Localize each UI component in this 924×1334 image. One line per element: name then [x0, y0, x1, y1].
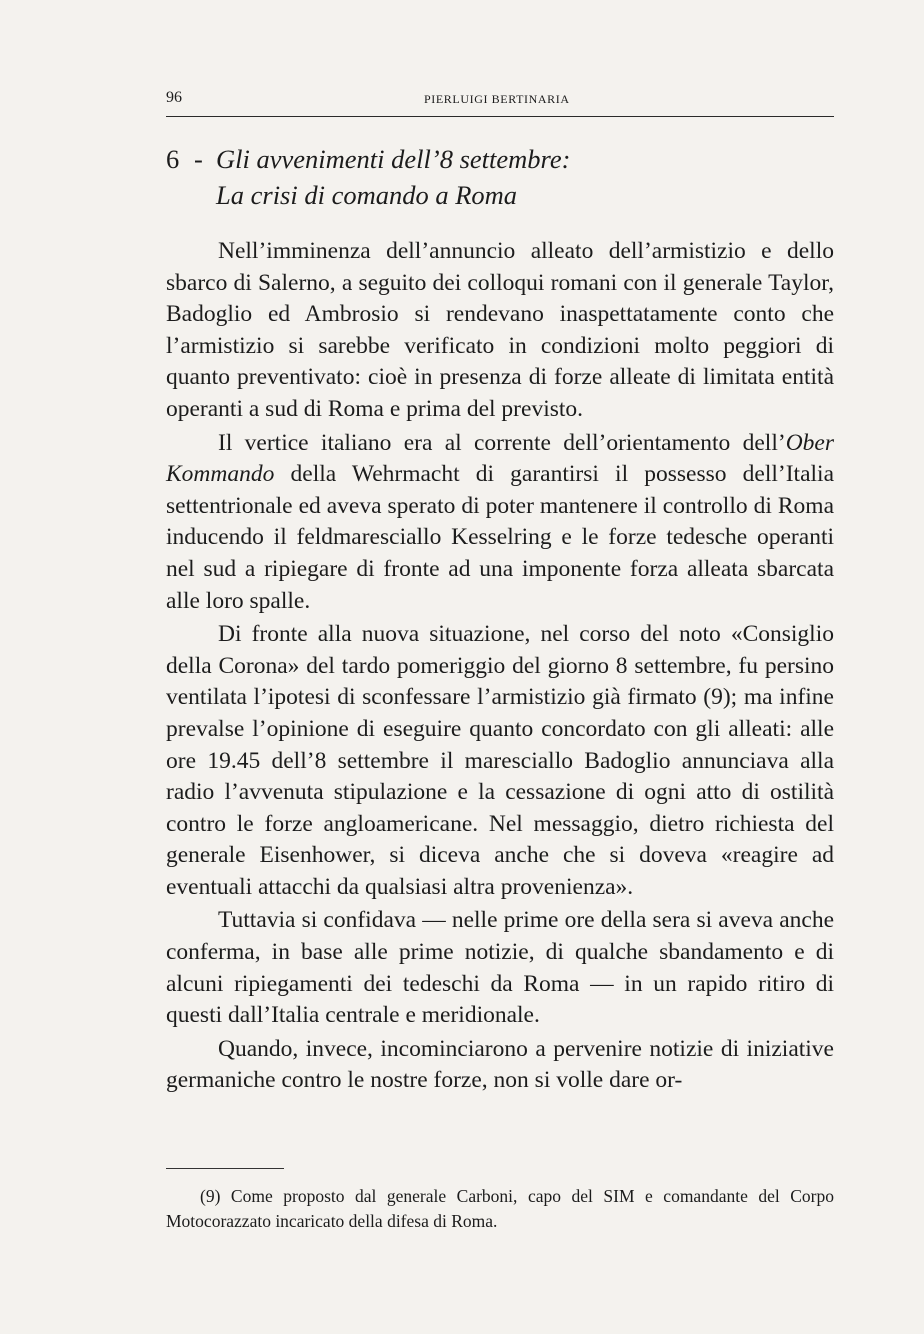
section-title	[166, 141, 834, 213]
running-head: PIERLUIGI BERTINARIA	[424, 92, 570, 106]
paragraph-5: Quando, invece, incominciarono a pervenire notizie di iniziative germaniche contro le nostre forze, non si volle dare or-	[166, 1035, 834, 1094]
section-title-text-1: Gli avvenimenti dell’8 settembre:	[216, 144, 571, 174]
footnote-marker: (9)	[200, 1186, 221, 1206]
section-title-line-1	[166, 141, 834, 177]
footnote-text: Come proposto dal generale Carboni, capo del SIM e comandante del Corpo Motocorazzato incaricato della difesa di Roma.	[166, 1186, 834, 1231]
footnote	[166, 1184, 834, 1233]
body-text	[166, 236, 834, 1099]
footnote-divider	[166, 1168, 284, 1169]
paragraph-2-italic-term: Ober Kommando	[166, 429, 834, 488]
paragraph-1: Nell’imminenza dell’annuncio alleato dell’armistizio e dello sbarco di Salerno, a seguito dei colloqui romani con il generale Taylor, Badoglio ed Ambrosio si rendevano inaspettatamente conto che l’armistizio si sarebbe verificato in condizioni molto peggiori di quanto preventivato: cioè in presenza di forze alleate di limitata entità operanti a sud di Roma e prima del previsto.	[166, 238, 834, 422]
section-title-line-2: La crisi di comando a Roma	[216, 180, 518, 210]
paragraph-2	[166, 428, 834, 618]
section-number: 6	[166, 144, 180, 174]
paragraph-3: Di fronte alla nuova situazione, nel corso del noto «Consiglio della Corona» del tardo pomeriggio del giorno 8 settembre, fu persino ventilata l’ipotesi di sconfessare l’armistizio già firmato (9); ma infine prevalse l’opinione di eseguire quanto concordato con gli alleati: alle ore 19.45 dell’8 settembre il maresciallo Badoglio annunciava alla radio l’avvenuta stipulazione e la cessazione di ogni atto di ostilità contro le forze angloamericane. Nel messaggio, dietro richiesta del generale Eisenhower, si diceva anche che si doveva «reagire ad eventuali attacchi da qualsiasi altra provenienza».	[166, 621, 834, 900]
paragraph-2-lead: Il vertice italiano era al corrente dell’orientamento dell’	[218, 429, 786, 456]
paragraph-4: Tuttavia si confidava — nelle prime ore della sera si aveva anche conferma, in base alle prime notizie, di qualche sbandamento e di alcuni ripiegamenti dei tedeschi da Roma — in un rapido ritiro di questi dall’Italia centrale e meridionale.	[166, 907, 834, 1029]
page-number: 96	[166, 89, 182, 106]
paragraph-2-rest: della Wehrmacht di garantirsi il possesso dell’Italia settentrionale ed aveva sperato di poter mantenere il controllo di Roma inducendo il feldmaresciallo Kesselring e le forze tedesche operanti nel sud a ripiegare di fronte ad una imponente forza alleata sbarcata alle loro spalle.	[166, 461, 834, 614]
section-separator: -	[194, 144, 203, 174]
page-header	[166, 86, 834, 117]
